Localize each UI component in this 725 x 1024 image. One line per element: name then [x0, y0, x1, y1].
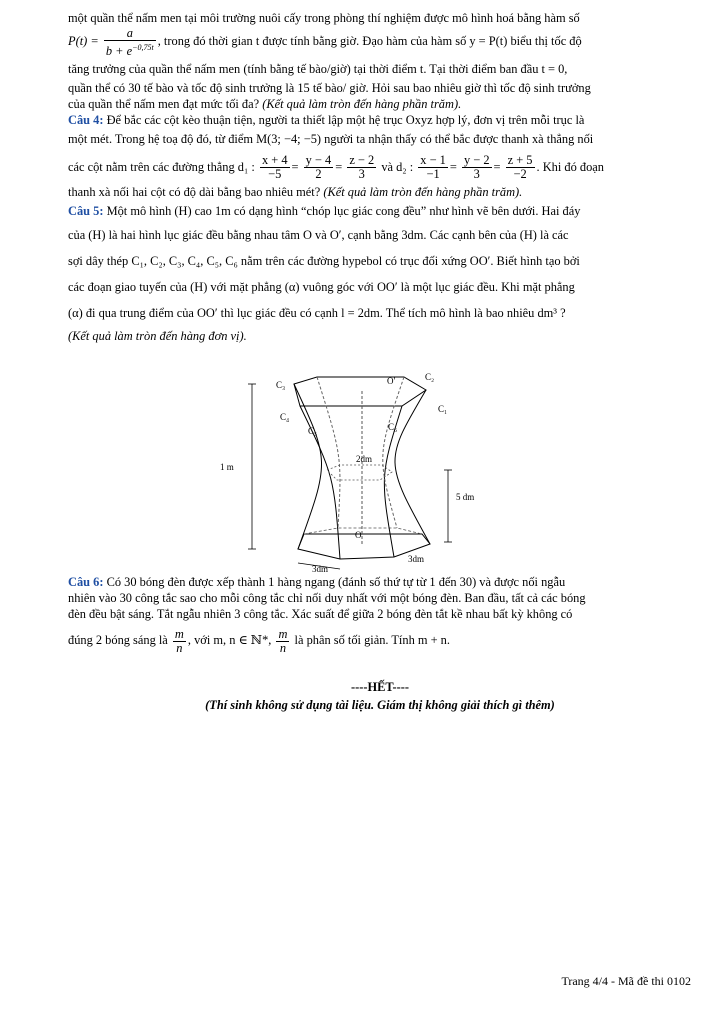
label-mid-side: 2dm [356, 454, 373, 464]
label-bottom-side-right: 3dm [408, 554, 425, 564]
d1-f1-num: x + 4 [261, 153, 288, 168]
q6-label: Câu 6: [68, 575, 104, 589]
q5-line-1 [68, 200, 692, 222]
q6-text-1: Có 30 bóng đèn được xếp thành 1 hàng ngang (đánh số thứ tự từ 1 đến 30) và được nối ngẫu [106, 575, 566, 589]
d2-f2-num: y − 2 [463, 153, 490, 168]
label-c2: C₂ [425, 372, 435, 382]
q4-label: Câu 4: [68, 112, 104, 127]
q4-line-1 [68, 112, 692, 128]
q6-line-3: đèn đều bật sáng. Tắt ngẫu nhiên 3 công tắc. Xác suất để giữa 2 bóng đèn tắt kề nhau bất kỳ không có [68, 607, 573, 621]
formula-numerator: a [104, 27, 156, 41]
q6-fraction-2 [276, 628, 289, 655]
q6-line-1 [68, 574, 692, 590]
q6-block [68, 574, 692, 658]
q5-line-5: (α) đi qua trung điểm của OO′ thì lục giác đều có cạnh l = 2dm. Thể tích mô hình là bao nhiêu dm³ ? [68, 305, 566, 320]
d1-f1-den: −5 [268, 167, 282, 182]
q6-fraction-1 [173, 628, 186, 655]
d2-f3-den: −2 [513, 167, 527, 182]
intro-line-1: một quần thể nấm men tại môi trường nuôi cấy trong phòng thí nghiệm được mô hình hoá bằng hàm số [68, 11, 580, 25]
q6-text-4c: là phân số tối giản. Tính m + n. [294, 633, 450, 647]
q5-text-1: Một mô hình (H) cao 1m có dạng hình “chóp lục giác cong đều” như hình vẽ bên dưới. Hai đáy [106, 203, 581, 218]
d2-f3-num: z + 5 [507, 153, 533, 168]
page-footer: Trang 4/4 - Mã đề thi 0102 [561, 974, 691, 988]
q6-f1-num: m [174, 626, 184, 641]
formula-denominator [104, 41, 156, 58]
d2-f2-den: 3 [473, 167, 480, 182]
q6-text-4b: , với m, n ∈ ℕ*, [187, 633, 272, 647]
q4-d1-label: các cột nằm trên các đường thẳng d₁ : [68, 159, 255, 174]
q4-line-3: các cột nằm trên các đường thẳng d₁ : $\frac{x + 4}{-5}$ = $\frac{y - 4}{2}$ = $\frac{z - 2}{3}$ và d₂ : $\frac{x - 1}{-1}$ = $\frac{y - 2}{3}$ = $\frac{z + 5}{-2}$ . Khi đó đoạn [68, 153, 604, 182]
edge-c4 [294, 384, 322, 549]
label-bottom-side: 3dm [312, 564, 329, 574]
hyperbolic-hexagon-diagram [212, 366, 490, 574]
q4-line-2: một mét. Trong hệ toạ độ đó, từ điểm M(3; −4; −5) người ta nhận thấy có thể bắc được thanh xà thẳng nối [68, 131, 594, 146]
q4-text-1: Để bắc các cột kèo thuận tiện, người ta thiết lập một hệ trục Oxyz hợp lý, đơn vị trên mỗi trục là [106, 112, 585, 127]
q4-note: (Kết quả làm tròn đến hàng phần trăm). [323, 184, 523, 199]
intro-line-4: quần thể có 30 tế bào và tốc độ sinh trưởng là 15 tế bào/ giờ. Hỏi sau bao nhiêu giờ thì tốc độ sinh trưởng [68, 80, 591, 95]
intro-note: (Kết quả làm tròn đến hàng phần trăm). [262, 96, 462, 111]
q5-line-3: sợi dây thép C₁, C₂, C₃, C₄, C₅, C₆ nằm trên các đường hypebol có trục đối xứng OO′. Biết hình tạo bởi [68, 253, 580, 268]
label-height: 1 m [220, 462, 234, 472]
d1-f2-num: y − 4 [305, 153, 332, 168]
bottom-hidden-edges [304, 528, 422, 534]
intro-line-3: tăng trưởng của quần thể nấm men (tính bằng tế bào/giờ) tại thời điểm t. Tại thời điểm ban đầu t = 0, [68, 61, 568, 76]
d2-fraction-1 [418, 154, 448, 181]
q6-f2-num: m [278, 626, 288, 641]
intro-line-2-rest: , trong đó thời gian t được tính bằng giờ. Đạo hàm của hàm số y = P(t) biểu thị tốc độ [157, 34, 582, 48]
d1-f3-den: 3 [358, 167, 365, 182]
q4-text-4: thanh xà nối hai cột có độ dài bằng bao nhiêu mét? [68, 184, 321, 199]
d2-f1-num: x − 1 [420, 153, 446, 168]
label-c3: C₃ [276, 380, 286, 390]
q6-f1-den: n [176, 640, 183, 655]
hexagon-model-figure [212, 366, 490, 574]
formula-den-base: b + e [105, 43, 133, 58]
label-c6: C₆ [388, 422, 398, 432]
d1-fraction-3 [347, 154, 376, 181]
q6-line-4 [68, 622, 692, 658]
label-c1: C₁ [438, 404, 448, 414]
formula-exponent: −0,75t [132, 42, 154, 52]
q4-text-3c: . Khi đó đoạn [536, 159, 604, 174]
q5-line-4: các đoạn giao tuyến của (H) với mặt phẳng (α) vuông góc với OO′ là một lục giác đều. Khi mặt phẳng [68, 279, 575, 294]
label-o-prime: O′ [387, 376, 396, 386]
label-c5: C₅ [308, 426, 318, 436]
intro-line-2 [68, 26, 692, 58]
d2-fraction-3 [506, 154, 535, 181]
mid-hexagon [327, 465, 392, 480]
exam-page [68, 10, 692, 346]
d2-f1-den: −1 [426, 167, 440, 182]
d2-fraction-2 [462, 154, 492, 181]
q6-text-4a: đúng 2 bóng sáng là [68, 633, 168, 647]
formula-lhs: P(t) = [68, 34, 99, 48]
d1-f2-den: 2 [315, 167, 322, 182]
d1-fraction-1 [260, 154, 290, 181]
q5-note: (Kết quả làm tròn đến hàng đơn vị). [68, 328, 247, 343]
d1-f3-num: z − 2 [349, 153, 375, 168]
label-c4: C₄ [280, 412, 290, 422]
label-half-height: 5 dm [456, 492, 475, 502]
top-hexagon [294, 377, 426, 406]
end-marker: ----HẾT---- [350, 680, 410, 694]
q5-label: Câu 5: [68, 203, 104, 218]
label-o: O [355, 530, 362, 540]
d1-fraction-2 [304, 154, 334, 181]
intro-line-5-text: của quần thể nấm men đạt mức tối đa? [68, 96, 260, 111]
q4-d2-label: và d₂ : [381, 159, 414, 174]
end-note: (Thí sinh không sử dụng tài liệu. Giám thị không giải thích gì thêm) [205, 698, 555, 712]
q4-line-4 [68, 184, 692, 200]
formula-fraction [104, 27, 156, 58]
q6-f2-den: n [279, 640, 287, 655]
intro-line-5 [68, 96, 692, 112]
q6-line-2: nhiên vào 30 công tắc sao cho mỗi công tắc chỉ nối duy nhất với một bóng đèn. Ban đầu, tất cả các bóng [68, 591, 586, 605]
q5-line-2: của (H) là hai hình lục giác đều bằng nhau tâm O và O′, cạnh bằng 3dm. Các cạnh bên của (H) là các [68, 227, 569, 242]
